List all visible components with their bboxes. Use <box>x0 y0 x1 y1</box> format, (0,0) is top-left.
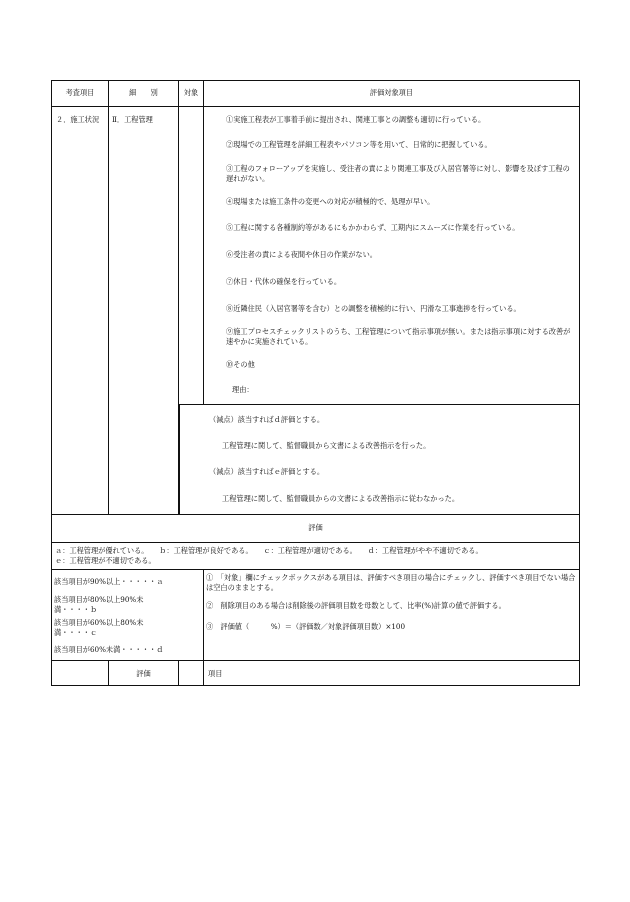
evaluation-title: 評価 <box>308 523 323 532</box>
grades-line-2: ｅ：工程管理が不適切である。 <box>55 556 156 565</box>
reason-label: 理由： <box>232 385 254 394</box>
item-9: ⑨施工プロセスチェックリストのうち、工程管理について指示事項が無い。または指示事項に対する改善が速やかに実施されている。 <box>226 327 571 346</box>
item-8: ⑧近隣住民（入居官署等を含む）との調整を積極的に行い、円滑な工事進捗を行っている。 <box>226 304 521 313</box>
row-category: ２．施工状況 <box>56 115 100 124</box>
header-col-category: 考査項目 <box>65 88 95 97</box>
deduction-e-title: （減点）該当すればｅ評価とする。 <box>209 467 325 476</box>
deduction-d-title: （減点）該当すればｄ評価とする。 <box>209 415 325 424</box>
header-col-subcategory: 細 別 <box>129 88 158 97</box>
deduction-left-thick <box>178 404 180 514</box>
item-4: ④現場または施工条件の変更への対応が積極的で、処理が早い。 <box>226 197 435 206</box>
col-line-3 <box>203 80 204 405</box>
header-col-target: 対象 <box>183 88 199 97</box>
deduction-divider <box>178 404 580 405</box>
note-2: ② 削除項目のある場合は削除後の評価項目数を母数として、比率(%)計算の値で評価する。 <box>206 601 506 610</box>
notes-divider <box>203 569 204 686</box>
threshold-c: 該当項目が60%以上80%未満・・・・ｃ <box>54 618 144 637</box>
deduction-d-text: 工程管理に関して、監督職員から文書による改善指示を行った。 <box>222 441 431 450</box>
item-6: ⑥受注者の責による夜間や休日の作業がない。 <box>226 250 377 259</box>
col-line-1 <box>108 80 109 514</box>
threshold-b: 該当項目が80%以上90%未満・・・・ｂ <box>54 595 144 614</box>
footer-item-label: 項目 <box>208 669 223 678</box>
frame-top <box>51 80 580 81</box>
grades-bottom <box>51 569 580 570</box>
header-divider <box>51 106 580 107</box>
item-2: ②現場での工程管理を詳細工程表やパソコン等を用いて、日常的に把握している。 <box>226 140 492 149</box>
grades-line-1: ａ：工程管理が優れている。 ｂ：工程管理が良好である。 ｃ：工程管理が適切である。 ｄ：工程管理がやや不適切である。 <box>55 546 483 555</box>
frame-right <box>579 80 580 686</box>
deduction-e-text: 工程管理に関して、監督職員からの文書による改善指示に従わなかった。 <box>222 494 460 503</box>
threshold-a: 該当項目が90%以上・・・・・ａ <box>54 577 164 586</box>
item-1: ①実施工程表が工事着手前に提出され、関連工事との調整も適切に行っている。 <box>226 115 486 124</box>
eval-title-bottom <box>51 542 580 543</box>
item-3: ③工程のフォローアップを実施し、受注者の責により関連工事及び入居官署等に対し、影響を及ぼす工程の遅れがない。 <box>226 164 570 183</box>
frame-left <box>51 80 52 686</box>
frame-bottom <box>51 685 580 686</box>
item-5: ⑤工程に関する各種制約等があるにもかかわらず、工期内にスムーズに作業を行っている。 <box>226 223 520 232</box>
eval-top <box>51 514 580 515</box>
note-3: ③ 評価値（ %）＝（評価数／対象評価項目数）×100 <box>206 622 406 631</box>
header-col-items: 評価対象項目 <box>369 88 414 97</box>
item-10: ⑩その他 <box>226 360 255 369</box>
footer-eval-label: 評価 <box>136 669 151 678</box>
row-subcategory: Ⅱ．工程管理 <box>112 115 153 124</box>
footer-col-2 <box>178 660 179 686</box>
footer-top <box>51 660 580 661</box>
note-1: ① 「対象」欄にチェックボックスがある項目は、評価すべき項目の場合にチェックし、評価すべき項目でない場合は空白のままとする。 <box>206 573 576 592</box>
item-7: ⑦休日・代休の確保を行っている。 <box>226 277 342 286</box>
threshold-d: 該当項目が60%未満・・・・・ｄ <box>54 645 164 654</box>
